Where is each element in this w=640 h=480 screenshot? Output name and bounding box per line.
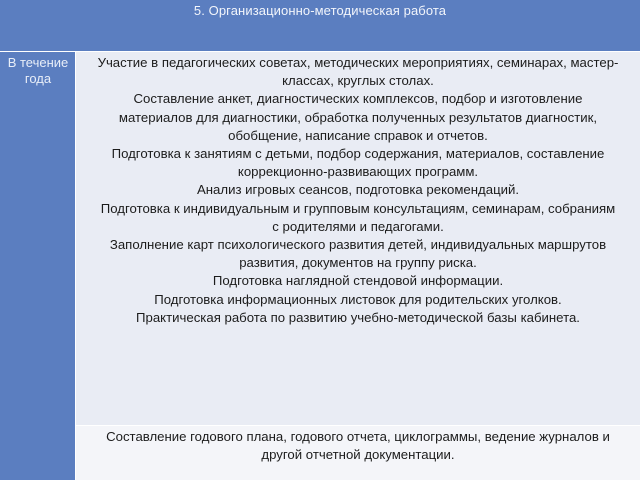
task-line: классах, круглых столах. — [282, 73, 434, 89]
task-line: Участие в педагогических советах, методических мероприятиях, семинарах, мастер- — [97, 55, 619, 70]
period-label — [0, 55, 76, 87]
task-line: Практическая работа по развитию учебно-методической базы кабинета. — [136, 309, 580, 325]
task-line: обобщение, написание справок и отчетов. — [228, 127, 488, 143]
annual-tasks-cell — [76, 426, 640, 480]
period-label-line: года — [24, 71, 52, 86]
task-line: Подготовка информационных листовок для родительских уголков. — [154, 291, 562, 307]
section-title: 5. Организационно-методическая работа — [193, 3, 447, 18]
task-line: Подготовка к индивидуальным и групповым консультациям, семинарам, собраниям — [100, 200, 616, 216]
task-line: материалов для диагностики, обработка полученных результатов диагностик, — [118, 109, 598, 125]
task-line: развития, документов на группу риска. — [239, 255, 477, 271]
period-label-line: В течение — [7, 55, 69, 70]
task-line: Составление анкет, диагностических комплексов, подбор и изготовление — [133, 91, 583, 107]
period-cell — [0, 52, 76, 480]
task-line: Заполнение карт психологического развития детей, индивидуальных маршрутов — [109, 237, 607, 253]
task-line: с родителями и педагогами. — [272, 218, 444, 234]
main-tasks-cell — [76, 52, 640, 426]
table-header — [0, 0, 640, 52]
annual-tasks-list — [76, 426, 640, 464]
task-line: Анализ игровых сеансов, подготовка рекомендаций. — [196, 182, 520, 198]
task-line: коррекционно-развивающих программ. — [237, 164, 479, 180]
task-line: Подготовка к занятиям с детьми, подбор содержания, материалов, составление — [111, 146, 605, 162]
task-line: Подготовка наглядной стендовой информации. — [212, 273, 504, 289]
main-tasks-list — [76, 52, 640, 327]
annual-task-line: другой отчетной документации. — [261, 447, 455, 463]
annual-task-line: Составление годового плана, годового отчета, циклограммы, ведение журналов и — [106, 429, 610, 444]
